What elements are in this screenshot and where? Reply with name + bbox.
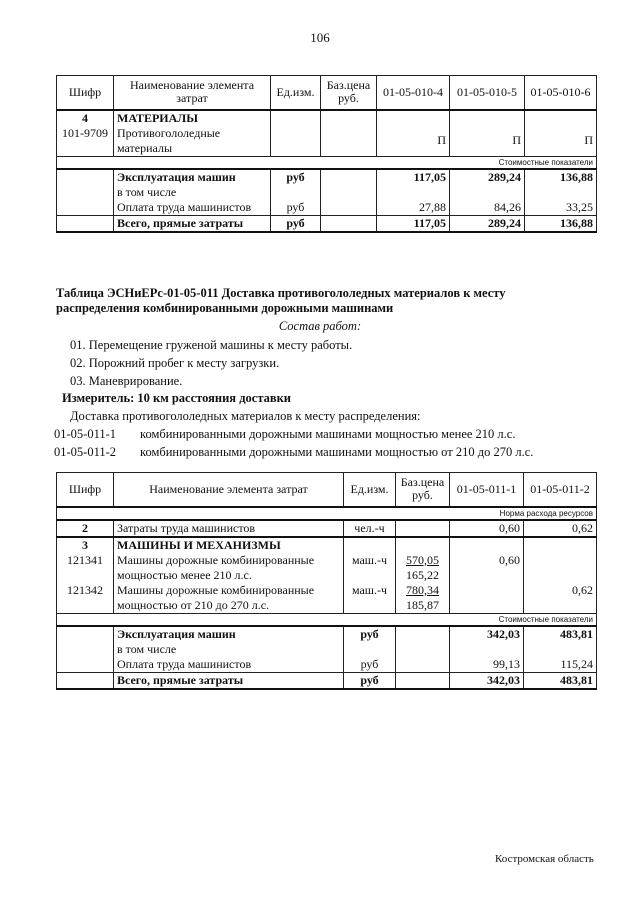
table-caption-line-1: Таблица ЭСНиЕРс-01-05-011 Доставка противогололедных материалов к месту (56, 286, 506, 300)
material-name: Противогололедные материалы (114, 126, 271, 157)
machine-code: 121341 (57, 553, 114, 583)
table-row (57, 537, 597, 553)
material-value: П (377, 126, 450, 157)
machine-unit: маш.-ч (344, 553, 396, 583)
material-code: 101-9709 (57, 126, 114, 157)
machine-name: Машины дорожные комбинированные мощностью менее 210 л.с. (114, 553, 344, 583)
table-row (57, 110, 597, 126)
table-01-05-010 (56, 75, 597, 233)
labor-value: 0,60 (450, 520, 524, 537)
item-code: 01-05-011-1 (54, 427, 117, 441)
table-row (57, 583, 597, 614)
machine-code: 121342 (57, 583, 114, 614)
table-subheader (57, 507, 597, 520)
row-value: 115,24 (524, 657, 597, 673)
row-value: 27,88 (377, 200, 450, 216)
row-unit: руб (271, 200, 321, 216)
labor-unit: чел.-ч (344, 520, 396, 537)
meter-text: Измеритель: 10 км расстояния доставки (62, 391, 292, 405)
machine-price: 780,34 185,87 (396, 583, 450, 614)
header-unit: Ед.изм. (344, 473, 396, 507)
row-unit: руб (271, 169, 321, 185)
row-value: 84,26 (450, 200, 525, 216)
material-value: П (525, 126, 597, 157)
row-value: 136,88 (525, 169, 597, 185)
header-code: Шифр (57, 473, 114, 507)
row-value: 117,05 (377, 169, 450, 185)
labor-name: Затраты труда машинистов (114, 520, 344, 537)
table-row (57, 520, 597, 537)
table-row (57, 626, 597, 642)
row-name: Всего, прямые затраты (114, 216, 271, 233)
cost-indicators-label: Стоимостные показатели (57, 157, 597, 170)
row-value: 342,03 (450, 626, 524, 642)
table-row (57, 185, 597, 200)
row-value: 342,03 (450, 672, 524, 689)
machine-value: 0,62 (524, 583, 597, 614)
table-row (57, 126, 597, 157)
header-col-2: 01-05-011-2 (524, 473, 597, 507)
machine-value: 0,60 (450, 553, 524, 583)
table-caption-line-2: распределения комбинированными дорожными машинами (56, 301, 394, 315)
description-text: Доставка противогололедных материалов к месту распределения: (70, 409, 421, 423)
item-text: комбинированными дорожными машинами мощностью от 210 до 270 л.с. (140, 445, 534, 459)
row-unit: руб (271, 216, 321, 233)
header-col-2: 01-05-010-5 (450, 76, 525, 110)
row-value: 136,88 (525, 216, 597, 233)
row-value: 289,24 (450, 216, 525, 233)
header-name: Наименование элемента затрат (114, 76, 271, 110)
work-step: 02. Порожний пробег к месту загрузки. (70, 356, 280, 370)
material-value: П (450, 126, 525, 157)
header-col-3: 01-05-010-6 (525, 76, 597, 110)
header-unit: Ед.изм. (271, 76, 321, 110)
row-unit: руб (344, 672, 396, 689)
row-value: 99,13 (450, 657, 524, 673)
table-row (57, 657, 597, 673)
row-name: Оплата труда машинистов (114, 200, 271, 216)
table-row (57, 200, 597, 216)
table-row (57, 169, 597, 185)
composition-title: Состав работ: (278, 319, 362, 333)
header-base-price: Баз.цена руб. (321, 76, 377, 110)
row-name: в том числе (114, 185, 271, 200)
machine-value (524, 553, 597, 583)
row-unit: руб (344, 657, 396, 673)
labor-value: 0,62 (524, 520, 597, 537)
row-name: Эксплуатация машин (114, 626, 344, 642)
table-row (57, 642, 597, 657)
machine-unit: маш.-ч (344, 583, 396, 614)
page-number: 106 (310, 30, 330, 45)
header-code: Шифр (57, 76, 114, 110)
labor-number: 2 (57, 520, 114, 537)
row-value: 289,24 (450, 169, 525, 185)
work-step: 03. Маневрирование. (70, 374, 183, 388)
row-value: 117,05 (377, 216, 450, 233)
row-name: Оплата труда машинистов (114, 657, 344, 673)
footer-region: Костромская область (495, 853, 594, 865)
item-text: комбинированными дорожными машинами мощностью менее 210 л.с. (140, 427, 516, 441)
table-subheader (57, 613, 597, 626)
table-01-05-011 (56, 472, 597, 690)
section-title: МАТЕРИАЛЫ (114, 110, 271, 126)
header-name: Наименование элемента затрат (114, 473, 344, 507)
row-unit: руб (344, 626, 396, 642)
table-row (57, 216, 597, 233)
resource-norm-label: Норма расхода ресурсов (57, 507, 597, 520)
row-name: в том числе (114, 642, 344, 657)
table-row (57, 672, 597, 689)
machine-name: Машины дорожные комбинированные мощностью от 210 до 270 л.с. (114, 583, 344, 614)
machine-price: 570,05 165,22 (396, 553, 450, 583)
work-step: 01. Перемещение груженой машины к месту работы. (70, 338, 353, 352)
row-value: 33,25 (525, 200, 597, 216)
row-value: 483,81 (524, 672, 597, 689)
table-subheader (57, 157, 597, 170)
section-title: МАШИНЫ И МЕХАНИЗМЫ (114, 537, 344, 553)
header-col-1: 01-05-010-4 (377, 76, 450, 110)
section-number: 3 (57, 537, 114, 553)
cost-indicators-label: Стоимостные показатели (57, 613, 597, 626)
row-name: Всего, прямые затраты (114, 672, 344, 689)
table-row (57, 553, 597, 583)
header-col-1: 01-05-011-1 (450, 473, 524, 507)
section-number: 4 (57, 110, 114, 126)
row-name: Эксплуатация машин (114, 169, 271, 185)
item-code: 01-05-011-2 (54, 445, 117, 459)
row-value: 483,81 (524, 626, 597, 642)
machine-value (450, 583, 524, 614)
header-base-price: Баз.цена руб. (396, 473, 450, 507)
